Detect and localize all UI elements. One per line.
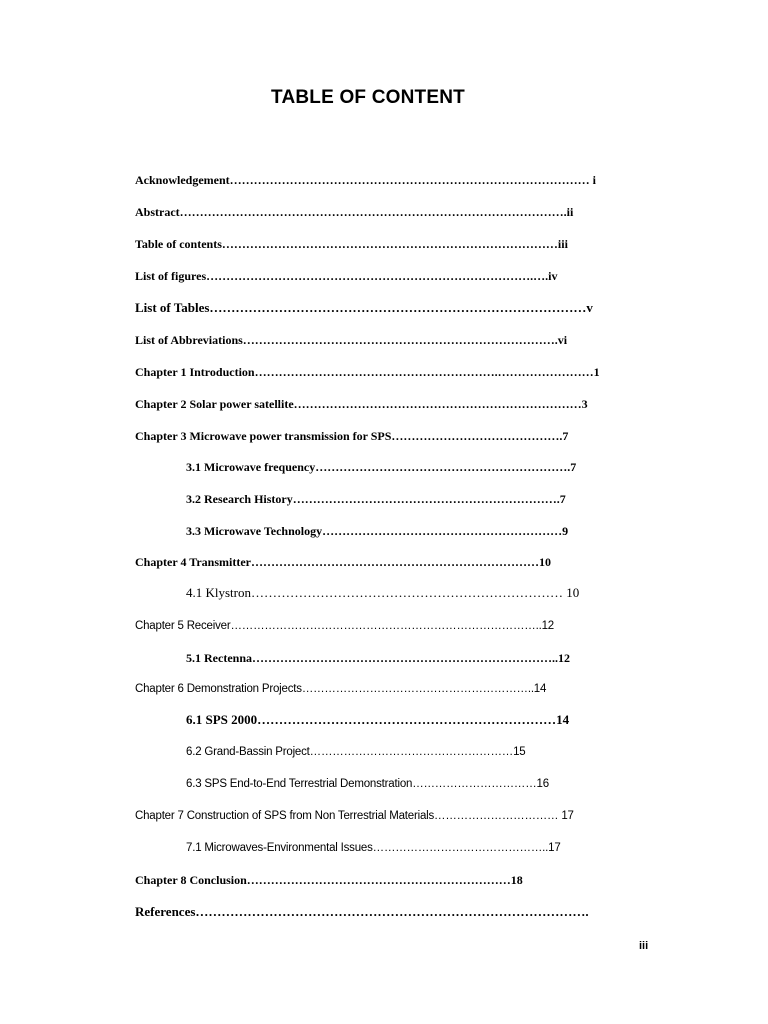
toc-entry-chapter-7: Chapter 7 Construction of SPS from Non Terrestrial Materials…………………………… 17 bbox=[135, 810, 574, 822]
toc-entry-chapter-5: Chapter 5 Receiver………………………………………………………………………..12 bbox=[135, 620, 554, 632]
toc-entry-section-3-3: 3.3 Microwave Technology……………………………………………………9 bbox=[186, 524, 569, 538]
toc-entry-section-6-2: 6.2 Grand-Bassin Project………………………………………………15 bbox=[186, 746, 526, 758]
page-number: iii bbox=[639, 940, 649, 952]
toc-entry-section-6-3: 6.3 SPS End-to-End Terrestrial Demonstration……………………………16 bbox=[186, 778, 549, 790]
toc-entry-section-7-1: 7.1 Microwaves-Environmental Issues………………………………………..17 bbox=[186, 842, 561, 854]
toc-entry-chapter-3: Chapter 3 Microwave power transmission for SPS…………………………………….7 bbox=[135, 429, 569, 443]
toc-entry-chapter-2: Chapter 2 Solar power satellite………………………………………………………………3 bbox=[135, 397, 588, 411]
toc-entry-chapter-8: Chapter 8 Conclusion…………………………………………………………18 bbox=[135, 873, 523, 887]
toc-entry-chapter-6: Chapter 6 Demonstration Projects……………………………………………………..14 bbox=[135, 683, 547, 695]
toc-entry-list-of-figures: List of figures……………………………………………………………………….….iv bbox=[135, 269, 558, 283]
toc-entry-section-6-1: 6.1 SPS 2000……………………………………………………………14 bbox=[186, 712, 570, 727]
toc-entry-chapter-1: Chapter 1 Introduction…………………………………………………….……………………1 bbox=[135, 365, 600, 379]
toc-entry-list-of-tables: List of Tables……………………………………………………………………………v bbox=[135, 300, 593, 315]
toc-entry-section-4-1: 4.1 Klystron……………………………………………………………… 10 bbox=[186, 585, 580, 600]
page-title: TABLE OF CONTENT bbox=[271, 87, 465, 108]
toc-entry-references: References………………………………………………………………………………. bbox=[135, 904, 589, 919]
toc-entry-table-of-contents: Table of contents…………………………………………………………………………iii bbox=[135, 237, 568, 251]
toc-entry-section-3-2: 3.2 Research History………………………………………………………….7 bbox=[186, 492, 566, 506]
toc-entry-acknowledgement: Acknowledgement……………………………………………………………………………… i bbox=[135, 173, 596, 187]
toc-entry-abstract: Abstract…………………………………………………………………………………….ii bbox=[135, 205, 574, 219]
toc-entry-section-5-1: 5.1 Rectenna…………………………………………………………………..12 bbox=[186, 651, 570, 665]
toc-entry-section-3-1: 3.1 Microwave frequency……………………………………………………….7 bbox=[186, 460, 577, 474]
toc-entry-list-of-abbreviations: List of Abbreviations…………………………………………………………………….vi bbox=[135, 333, 568, 347]
toc-entry-chapter-4: Chapter 4 Transmitter………………………………………………………………10 bbox=[135, 555, 551, 569]
